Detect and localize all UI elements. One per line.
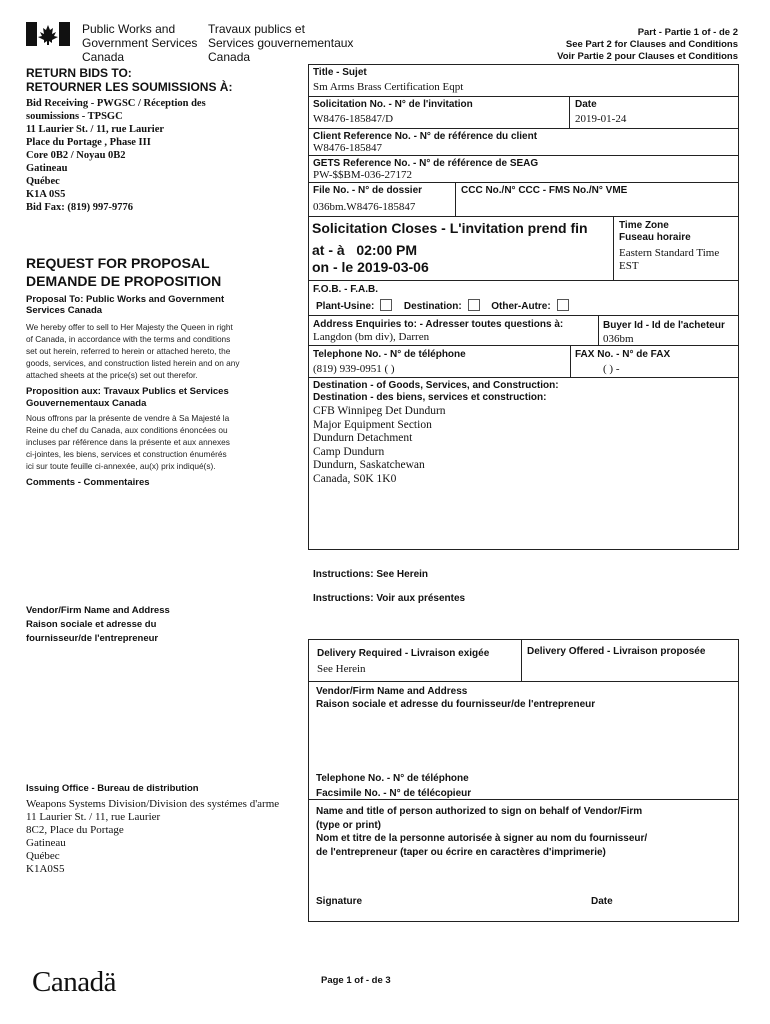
- solicitation-label: Solicitation No. - N° de l'invitation: [313, 99, 473, 110]
- at-label: at - à: [312, 242, 345, 258]
- auth-line: (type or print): [316, 819, 381, 831]
- time-zone-value: [619, 247, 719, 273]
- destination-line: Dundurn, Saskatchewan: [313, 459, 425, 471]
- signature-date-label: Date: [591, 896, 613, 907]
- address-enquiries-label: Address Enquiries to: - Adresser toutes questions à:: [313, 319, 564, 330]
- delivery-offered-label: Delivery Offered - Livraison proposée: [527, 646, 706, 657]
- other-checkbox[interactable]: [557, 299, 569, 311]
- vendor-firm-label: [26, 604, 170, 646]
- offer-line: ici sur toute feuille ci-annexée, au(x) prix indiqué(s).: [26, 461, 216, 471]
- telephone-value: (819) 939-0951 ( ): [313, 363, 395, 375]
- proposal-to-line: Proposal To: Public Works and Government: [26, 294, 225, 305]
- page-number: Page 1 of - de 3: [321, 975, 391, 986]
- delivery-required-value: See Herein: [317, 663, 366, 675]
- address-line: 11 Laurier St. / 11, rue Laurier: [26, 124, 165, 135]
- dept-en-line: Canada: [82, 50, 125, 64]
- vendor-facsimile-label: Facsimile No. - N° de télécopieur: [316, 788, 472, 799]
- rfp-title-en: REQUEST FOR PROPOSAL: [26, 255, 210, 271]
- offer-line: We hereby offer to sell to Her Majesty the Queen in right: [26, 322, 233, 332]
- department-name-fr: [208, 22, 353, 64]
- fax-label: FAX No. - N° de FAX: [575, 349, 671, 360]
- proposition-line: Gouvernementaux Canada: [26, 398, 147, 409]
- gets-value: PW-$$BM-036-27172: [313, 169, 412, 181]
- dept-fr-line: Services gouvernementaux: [208, 36, 354, 50]
- dept-en-line: Public Works and: [82, 22, 176, 36]
- closing-on: [312, 259, 429, 275]
- destination-line: Canada, S0K 1K0: [313, 472, 397, 485]
- vendor-line: fournisseur/de l'entrepreneur: [26, 633, 159, 644]
- dept-fr-line: Canada: [208, 50, 251, 64]
- destination-heading-line: Destination - des biens, services et construction:: [313, 392, 547, 403]
- instructions-en: Instructions: See Herein: [313, 569, 429, 580]
- rfp-title-fr: DEMANDE DE PROPOSITION: [26, 273, 222, 289]
- issuing-line: Gatineau: [26, 837, 66, 849]
- signature-label: Signature: [316, 896, 363, 907]
- title-value: Sm Arms Brass Certification Eqpt: [313, 81, 464, 93]
- time-zone-label: [619, 220, 691, 244]
- file-label: File No. - N° de dossier: [313, 185, 423, 196]
- offer-text-fr: [26, 412, 230, 472]
- vendor-line: Vendor/Firm Name and Address: [26, 605, 170, 616]
- return-title-fr: RETOURNER LES SOUMISSIONS À:: [26, 80, 233, 94]
- destination-address: [313, 405, 446, 486]
- solicitation-value: W8476-185847/D: [313, 113, 394, 125]
- file-value: 036bm.W8476-185847: [313, 201, 416, 213]
- destination-line: Major Equipment Section: [313, 418, 432, 431]
- offer-line: attached sheets at the price(s) set out therefor.: [26, 370, 198, 380]
- offer-line: incluses par référence dans la présente et aux annexes: [26, 437, 230, 447]
- proposition-line: Proposition aux: Travaux Publics et Services: [26, 386, 229, 397]
- vendor-name-address-label: [316, 685, 595, 711]
- department-name-en: [82, 22, 197, 64]
- part-indicator: [557, 27, 738, 63]
- gets-label: GETS Reference No. - N° de référence de SEAG: [313, 158, 539, 169]
- return-bids-heading: [26, 66, 232, 94]
- fob-label: F.O.B. - F.A.B.: [313, 284, 378, 295]
- address-line: Place du Portage , Phase III: [26, 137, 151, 148]
- fax-value: ( ) -: [603, 363, 620, 375]
- buyer-id-value: 036bm: [603, 333, 634, 345]
- other-label: Other-Autre:: [491, 301, 551, 312]
- tz-label-line: Fuseau horaire: [619, 232, 691, 243]
- address-line: soumissions - TPSGC: [26, 111, 123, 122]
- destination-heading: [313, 380, 559, 404]
- request-for-proposal-title: [26, 254, 221, 290]
- vendor-line: Raison sociale et adresse du: [26, 619, 157, 630]
- closing-at: [312, 242, 417, 258]
- address-line: K1A 0S5: [26, 189, 66, 200]
- destination-line: CFB Winnipeg Det Dundurn: [313, 405, 446, 417]
- comments-label: Comments - Commentaires: [26, 477, 150, 488]
- proposal-to-line: Services Canada: [26, 305, 103, 316]
- title-label: Title - Sujet: [313, 67, 367, 78]
- client-ref-label: Client Reference No. - N° de référence du client: [313, 131, 538, 142]
- on-label: on - le: [312, 259, 354, 275]
- buyer-id-label: Buyer Id - Id de l'acheteur: [603, 320, 725, 331]
- client-ref-value: W8476-185847: [313, 142, 383, 154]
- instructions-fr: Instructions: Voir aux présentes: [313, 593, 466, 604]
- address-line: Core 0B2 / Noyau 0B2: [26, 150, 126, 161]
- vendor-name-label-line: Raison sociale et adresse du fournisseur/de l'entrepreneur: [316, 699, 596, 710]
- address-line: Bid Receiving - PWGSC / Réception des: [26, 98, 206, 109]
- solicitation-closes-label: Solicitation Closes - L'invitation prend fin: [312, 220, 588, 236]
- ccc-label: CCC No./N° CCC - FMS No./N° VME: [461, 185, 628, 196]
- offer-line: goods, services, and construction listed herein and on any: [26, 358, 240, 368]
- offer-line: set out herein, referred to herein or attached hereto, the: [26, 346, 231, 356]
- part-line: Voir Partie 2 pour Clauses et Conditions: [557, 51, 738, 62]
- government-flag-logo: [26, 22, 70, 46]
- part-line: Part - Partie 1 of - de 2: [637, 27, 738, 38]
- destination-label: Destination:: [403, 301, 462, 312]
- dept-fr-line: Travaux publics et: [208, 22, 305, 36]
- tz-label-line: Time Zone: [619, 220, 669, 231]
- auth-line: Nom et titre de la personne autorisée à signer au nom du fournisseur/: [316, 833, 648, 844]
- fob-options: [316, 299, 575, 312]
- proposition-aux: [26, 386, 229, 410]
- date-value: 2019-01-24: [575, 113, 627, 125]
- issuing-line: Weapons Systems Division/Division des systémes d'arme: [26, 798, 280, 810]
- vendor-telephone-label: Telephone No. - N° de téléphone: [316, 773, 469, 784]
- canada-wordmark: Canadä: [32, 966, 116, 998]
- plant-checkbox[interactable]: [380, 299, 392, 311]
- address-enquiries-value: Langdon (bm div), Darren: [313, 331, 430, 343]
- offer-text-en: [26, 321, 240, 381]
- destination-checkbox[interactable]: [468, 299, 480, 311]
- date-label: Date: [575, 99, 597, 110]
- offer-line: Nous offrons par la présente de vendre à Sa Majesté la: [26, 413, 230, 423]
- part-line: See Part 2 for Clauses and Conditions: [565, 39, 738, 50]
- offer-line: ci-jointes, les biens, services et construction énumérés: [26, 449, 227, 459]
- plant-label: Plant-Usine:: [316, 301, 375, 312]
- authorized-person-label: [316, 805, 647, 859]
- tz-value-line: EST: [619, 260, 639, 272]
- vendor-name-label-line: Vendor/Firm Name and Address: [316, 686, 468, 697]
- issuing-office-address: [26, 798, 279, 876]
- offer-line: Reine du chef du Canada, aux conditions énoncées ou: [26, 425, 228, 435]
- closing-time-value: 02:00 PM: [356, 242, 418, 258]
- address-line: Québec: [26, 176, 60, 187]
- address-line: Gatineau: [26, 163, 68, 174]
- proposal-to: [26, 294, 224, 316]
- bid-fax-line: Bid Fax: (819) 997-9776: [26, 202, 134, 213]
- telephone-label: Telephone No. - N° de téléphone: [313, 349, 466, 360]
- auth-line: de l'entrepreneur (taper ou écrire en caractères d'imprimerie): [316, 846, 606, 858]
- issuing-line: 11 Laurier St. / 11, rue Laurier: [26, 811, 161, 823]
- issuing-line: K1A0S5: [26, 863, 65, 875]
- issuing-office-label: Issuing Office - Bureau de distribution: [26, 783, 199, 794]
- return-title-en: RETURN BIDS TO:: [26, 66, 132, 80]
- contact-labels: [316, 771, 471, 801]
- offer-line: of Canada, in accordance with the terms and conditions: [26, 334, 231, 344]
- destination-line: Dundurn Detachment: [313, 432, 413, 444]
- dept-en-line: Government Services: [82, 36, 198, 50]
- delivery-required-label: Delivery Required - Livraison exigée: [317, 648, 490, 659]
- destination-heading-line: Destination - of Goods, Services, and Construction:: [313, 380, 559, 391]
- destination-line: Camp Dundurn: [313, 445, 385, 458]
- issuing-line: Québec: [26, 850, 60, 862]
- issuing-line: 8C2, Place du Portage: [26, 824, 124, 836]
- auth-line: Name and title of person authorized to sign on behalf of Vendor/Firm: [316, 806, 643, 817]
- closing-date-value: 2019-03-06: [357, 259, 429, 275]
- tz-value-line: Eastern Standard Time: [619, 247, 720, 259]
- bid-receiving-address: [26, 97, 206, 214]
